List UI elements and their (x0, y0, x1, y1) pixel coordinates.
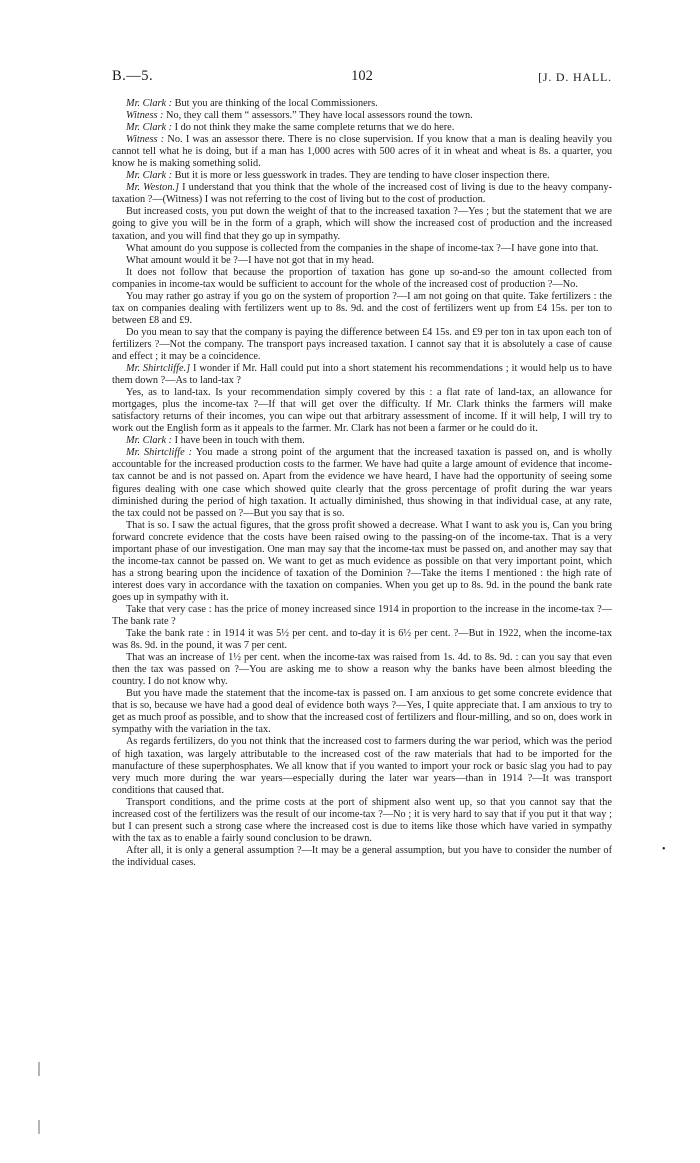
speaker-label: Mr. Shirtcliffe.] (126, 363, 191, 375)
side-rule-mark (38, 1062, 40, 1076)
page-number: 102 (351, 68, 373, 84)
paragraph-text: Transport conditions, and the prime costs at the port of shipment also went up, so that you cannot say that the increased cost of the fertilizers was the result of our income-tax ?—No ; it is very hard to say that if you put it that way ; but I can present such a strong case where the increased cost is due to items like those which have varied in sympathy with the tax as to enable a fairly sound conclusion to be drawn. (112, 796, 612, 844)
paragraph-text: As regards fertilizers, do you not think that the increased cost to farmers during the war period, which was the period of high taxation, was largely attributable to the increased cost of the raw materials that had to be imported for the manufacture of these superphosphates. We all know that if you wanted to import your rock or basic slag you had to pay very much more during the war years—especially during the later war years—than in 1914 ?—It was transport conditions that caused that. (112, 736, 612, 796)
testimony-paragraph (112, 845, 612, 869)
paragraph-text: I wonder if Mr. Hall could put into a short statement his recommendations ; it would help us to have them down ?—As to land-tax ? (112, 363, 612, 387)
speaker-label: Witness : (126, 110, 164, 122)
testimony-paragraph (112, 447, 612, 519)
side-rule-mark (38, 1120, 40, 1134)
paragraph-text: I do not think they make the same complete returns that we do here. (172, 122, 455, 134)
page-header (112, 68, 612, 88)
testimony-paragraph (112, 182, 612, 206)
testimony-paragraph (112, 628, 612, 652)
testimony-paragraph (112, 98, 612, 110)
paragraph-text: Do you mean to say that the company is paying the difference between £4 15s. and £9 per ton in tax upon each ton of fertilizers ?—Not the company. The transport pays increased taxation. I cannot say that it is absolutely a case of cause and effect ; it may be a coincidence. (112, 326, 612, 362)
witness-name: [J. D. HALL. (538, 70, 612, 84)
testimony-paragraph (112, 267, 612, 291)
testimony-paragraph (112, 435, 612, 447)
testimony-paragraph (112, 291, 612, 327)
paragraph-text: But it is more or less guesswork in trades. They are tending to have closer inspection there. (172, 170, 550, 182)
testimony-paragraph (112, 652, 612, 688)
speaker-label: Mr. Clark : (126, 170, 173, 182)
testimony-paragraph (112, 797, 612, 845)
testimony-paragraph (112, 688, 612, 736)
testimony-paragraph (112, 134, 612, 170)
speaker-label: Mr. Clark : (126, 98, 173, 109)
testimony-paragraph (112, 255, 612, 267)
paragraph-text: You may rather go astray if you go on the system of proportion ?—I am not going on that quite. Take fertilizers : the tax on companies dealing with fertilizers went up to 8s. 9d. and the cost of fertilizers went up from £4 15s. per ton to between £8 and £9. (112, 290, 612, 326)
paragraph-text: But you have made the statement that the income-tax is passed on. I am anxious to get some concrete evidence that that is so, because we have had a good deal of evidence both ways ?—Yes, I quite appreciate that. I am anxious to try to get as much proof as possible, and to show that the increased cost of fertilizers and flour-milling, and so on, does work in sympathy with the variation in the tax. (112, 688, 612, 736)
margin-mark: • (662, 844, 666, 855)
testimony-paragraph (112, 387, 612, 435)
paragraph-text: What amount would it be ?—I have not got that in my head. (126, 254, 374, 266)
speaker-label: Mr. Clark : (126, 122, 173, 134)
testimony-paragraph (112, 110, 612, 122)
paragraph-text: Yes, as to land-tax. Is your recommendation simply covered by this : a flat rate of land-tax, an allowance for mortgages, plus the income-tax ?—If that will get over the difficulty. If Mr. Clark thinks the farmers will make satisfactory returns of their incomes, you can wipe out that arbitrary assessment of income. If it will help, I will try to work out the English form as it appeals to the farmer. Mr. Clark has not been a farmer or he could do it. (112, 387, 612, 435)
speaker-label: Mr. Shirtcliffe : (126, 447, 193, 459)
paragraph-text: Take the bank rate : in 1914 it was 5½ per cent. and to-day it is 6½ per cent. ?—But in 1922, when the income-tax was 8s. 9d. in the pound, it was 7 per cent. (112, 628, 612, 652)
paragraph-text: But increased costs, you put down the weight of that to the increased taxation ?—Yes ; but the statement that we are going to give you will be in the form of a graph, which will show the increased cost of production and the increased taxation, and you will find that they go up in sympathy. (112, 206, 612, 242)
paragraph-text: After all, it is only a general assumption ?—It may be a general assumption, but you have to consider the number of the individual cases. (112, 844, 612, 868)
testimony-paragraph (112, 520, 612, 604)
speaker-label: Witness : (126, 134, 165, 146)
paragraph-text: It does not follow that because the proportion of taxation has gone up so-and-so the amount collected from companies in income-tax would be sufficient to account for the whole of the increased cost of production ?—No. (112, 266, 612, 290)
paragraph-text: You made a strong point of the argument that the increased taxation is passed on, and is wholly accountable for the increased production costs to the farmer. We have had quite a large amount of evidence that income-tax cannot be and is not passed on. Apart from the evidence we have heard, I have had the opportunity of seeing some figures dealing with one case which showed quite clearly that the gross percentage of profit during the war years diminished during the period of high taxation. It actually diminished, thus showing in that individual case, at any rate, the tax could not be passed on ?—But you say that is so. (112, 447, 612, 519)
paragraph-text: I understand that you think that the whole of the increased cost of living is due to the heavy company-taxation ?—(Witness) I was not referring to the cost of living but to the cost of production. (112, 182, 612, 206)
testimony-paragraph (112, 363, 612, 387)
speaker-label: Mr. Clark : (126, 435, 173, 447)
testimony-body (112, 98, 612, 869)
testimony-paragraph (112, 604, 612, 628)
paragraph-text: That is so. I saw the actual figures, that the gross profit showed a decrease. What I want to ask you is, Can you bring forward concrete evidence that the costs have been raised owing to the passing-on of the income-tax. That is a very important phase of our investigation. One man may say that the income-tax must be passed on, and another may say that the income-tax cannot be passed on. We want to get as much evidence as possible on that very important point, which has a strong bearing upon the incidence of taxation of the Dominion ?—Take the items I mentioned : the high rate of interest does vary in accordance with the taxation on companies. When you get up to 8s. 9d. in the pound the bank rate goes up in sympathy with it. (112, 519, 612, 603)
paragraph-text: I have been in touch with them. (172, 435, 305, 447)
paragraph-text: Take that very case : has the price of money increased since 1914 in proportion to the increase in the income-tax ?—The bank rate ? (112, 603, 612, 628)
paragraph-text: What amount do you suppose is collected from the companies in the shape of income-tax ?—I have gone into that. (126, 242, 599, 254)
testimony-paragraph (112, 327, 612, 363)
testimony-paragraph (112, 206, 612, 242)
speaker-label: Mr. Weston.] (126, 182, 180, 194)
testimony-paragraph (112, 736, 612, 796)
testimony-paragraph (112, 122, 612, 134)
testimony-paragraph (112, 170, 612, 182)
paragraph-text: No, they call them “ assessors.” They have local assessors round the town. (163, 110, 473, 122)
report-code: B.—5. (112, 68, 154, 84)
testimony-paragraph (112, 243, 612, 255)
paragraph-text: No. I was an assessor there. There is no close supervision. If you know that a man is dealing heavily you cannot tell what he is doing, but if a man has 1,000 acres with 500 acres of it in wheat and wheat is 8s. a quarter, you know he is making something solid. (112, 134, 613, 170)
paragraph-text: But you are thinking of the local Commissioners. (172, 98, 378, 109)
paragraph-text: That was an increase of 1½ per cent. when the income-tax was raised from 1s. 4d. to 8s. 9d. : can you say that even then the tax was passed on ?—You are asking me to show a reason why the banks have been almost bleeding the country. I do not know why. (112, 652, 612, 688)
